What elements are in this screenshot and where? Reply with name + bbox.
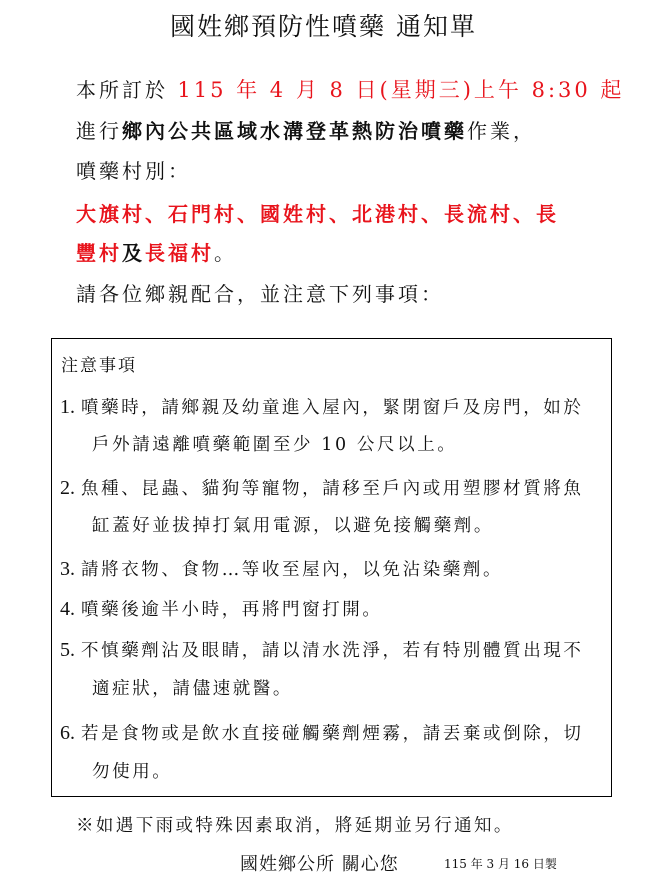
- operation-prefix: 進行: [76, 119, 122, 143]
- operation-suffix: 作業，: [467, 119, 536, 143]
- item-number: 5.: [60, 639, 75, 661]
- item-number: 3.: [60, 558, 75, 580]
- signature: 國姓鄉公所 關心您: [240, 854, 399, 875]
- item-text: 請將衣物、食物…等收至屋內，以免沾染藥劑。: [81, 560, 504, 580]
- schedule-line: [76, 76, 624, 104]
- item-text: 若是食物或是飲水直接碰觸藥劑煙霧，請丟棄或倒除，切: [81, 724, 584, 744]
- notice-item-6-cont: 勿使用。: [92, 762, 173, 782]
- village-and: 及: [122, 241, 145, 265]
- item-text: 魚種、昆蟲、貓狗等寵物，請移至戶內或用塑膠材質將魚: [81, 479, 584, 499]
- schedule-prefix: 本所訂於: [76, 78, 178, 102]
- schedule-date: 115 年 4 月 8 日(星期三)上午 8:30 起: [177, 78, 625, 102]
- notice-item-2: [60, 476, 584, 501]
- notice-item-1: [60, 395, 584, 420]
- village-list-line2: [76, 239, 237, 267]
- notice-item-2-cont: 缸蓋好並拔掉打氣用電源，以避免接觸藥劑。: [92, 516, 494, 536]
- made-date: 115 年 3 月 16 日製: [444, 857, 557, 871]
- village-period: 。: [214, 241, 237, 265]
- item-text: 噴藥後逾半小時，再將門窗打開。: [81, 600, 383, 620]
- notice-heading: 注意事項: [61, 356, 137, 376]
- notice-box: [51, 338, 612, 797]
- operation-line: [76, 117, 536, 145]
- item-text: 噴藥時，請鄉親及幼童進入屋內，緊閉窗戶及房門，如於: [81, 398, 584, 418]
- item-number: 2.: [60, 477, 75, 499]
- village-fengcun: 豐村: [76, 241, 122, 265]
- item-number: 1.: [60, 396, 75, 418]
- notice-item-3: [60, 557, 503, 582]
- notice-item-4: [60, 597, 383, 622]
- rain-notice: ※如遇下雨或特殊因素取消，將延期並另行通知。: [76, 816, 514, 836]
- notice-item-5: [60, 638, 584, 663]
- notice-item-6: [60, 721, 584, 746]
- notice-item-1-cont: 戶外請遠離噴藥範圍至少 10 公尺以上。: [92, 435, 458, 455]
- village-fucun: 長福村: [145, 241, 214, 265]
- page-title: 國姓鄉預防性噴藥 通知單: [170, 12, 477, 41]
- village-list-line1: 大旗村、石門村、國姓村、北港村、長流村、長: [76, 202, 559, 226]
- item-text: 不慎藥劑沾及眼睛，請以清水洗淨，若有特別體質出現不: [81, 641, 584, 661]
- notice-item-5-cont: 適症狀，請儘速就醫。: [92, 679, 293, 699]
- item-number: 4.: [60, 598, 75, 620]
- operation-name: 鄉內公共區域水溝登革熱防治噴藥: [122, 119, 467, 143]
- cooperate-line: 請各位鄉親配合，並注意下列事項：: [76, 282, 444, 306]
- item-number: 6.: [60, 722, 75, 744]
- village-label: 噴藥村別：: [76, 159, 191, 183]
